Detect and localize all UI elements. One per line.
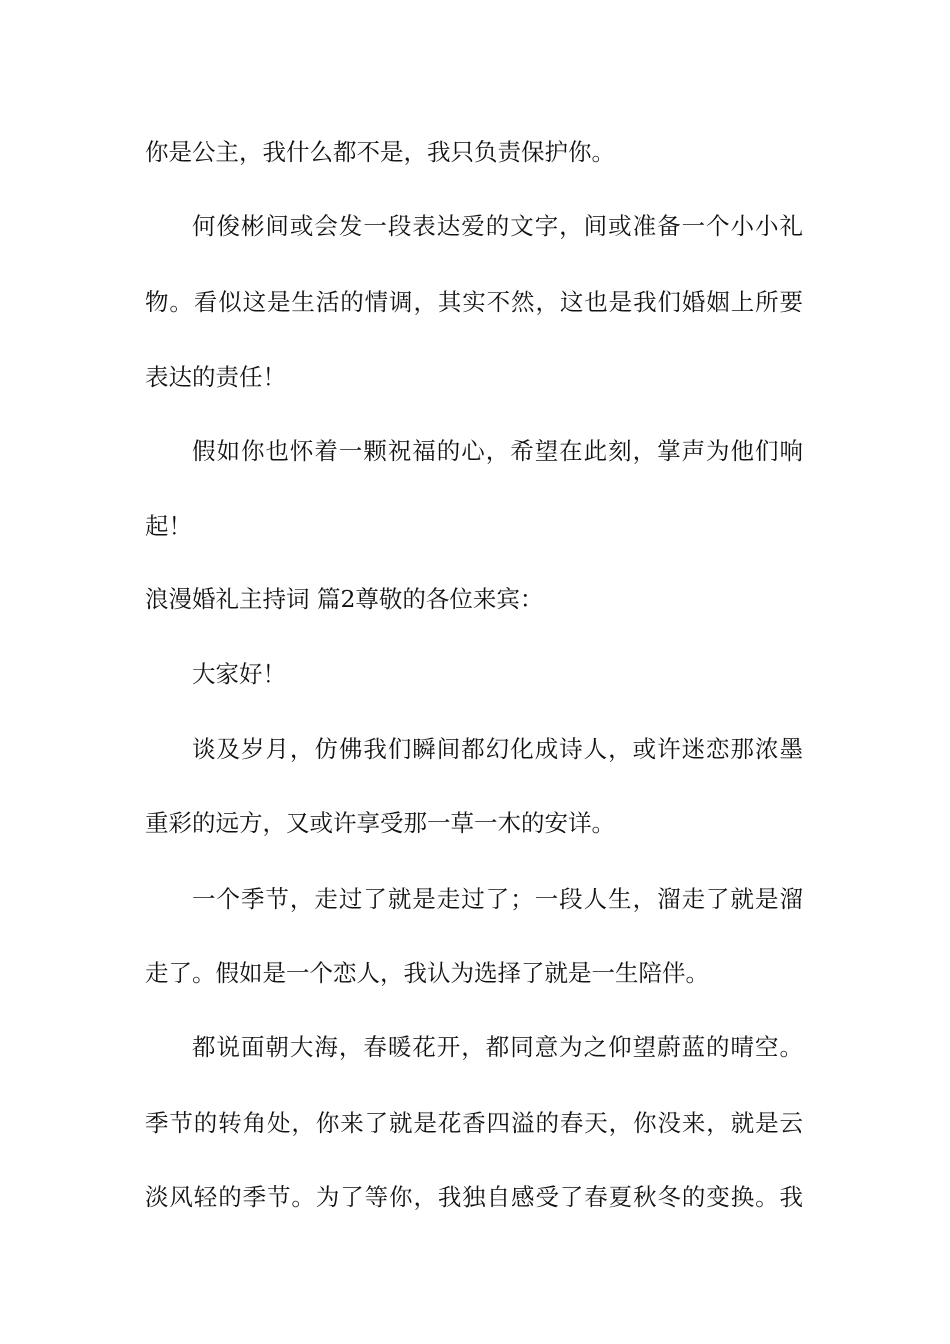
text-line-12: 走了。假如是一个恋人，我认为选择了就是一生陪伴。 [145,959,709,987]
text-line-15: 淡风轻的季节。为了等你，我独自感受了春夏秋冬的变换。我 [145,1183,803,1211]
section-heading: 浪漫婚礼主持词 篇2尊敬的各位来宾： [145,585,544,613]
text-line-3: 物。看似这是生活的情调，其实不然，这也是我们婚姻上所要 [145,288,803,316]
text-line-6: 起！ [145,512,192,540]
text-line-13: 都说面朝大海，春暖花开，都同意为之仰望蔚蓝的晴空。 [192,1033,803,1061]
text-line-14: 季节的转角处，你来了就是花香四溢的春天，你没来，就是云 [145,1109,803,1137]
text-line-10: 重彩的远方，又或许享受那一草一木的安详。 [145,809,615,837]
text-line-9: 谈及岁月，仿佛我们瞬间都幻化成诗人，或许迷恋那浓墨 [192,735,803,763]
text-line-4: 表达的责任！ [145,363,286,391]
text-line-2: 何俊彬间或会发一段表达爱的文字，间或准备一个小小礼 [192,212,803,240]
text-line-1: 你是公主，我什么都不是，我只负责保护你。 [145,138,615,166]
text-line-5: 假如你也怀着一颗祝福的心，希望在此刻，掌声为他们响 [192,437,803,465]
text-line-11: 一个季节，走过了就是走过了；一段人生，溜走了就是溜 [192,885,803,913]
text-line-8: 大家好！ [192,660,286,688]
